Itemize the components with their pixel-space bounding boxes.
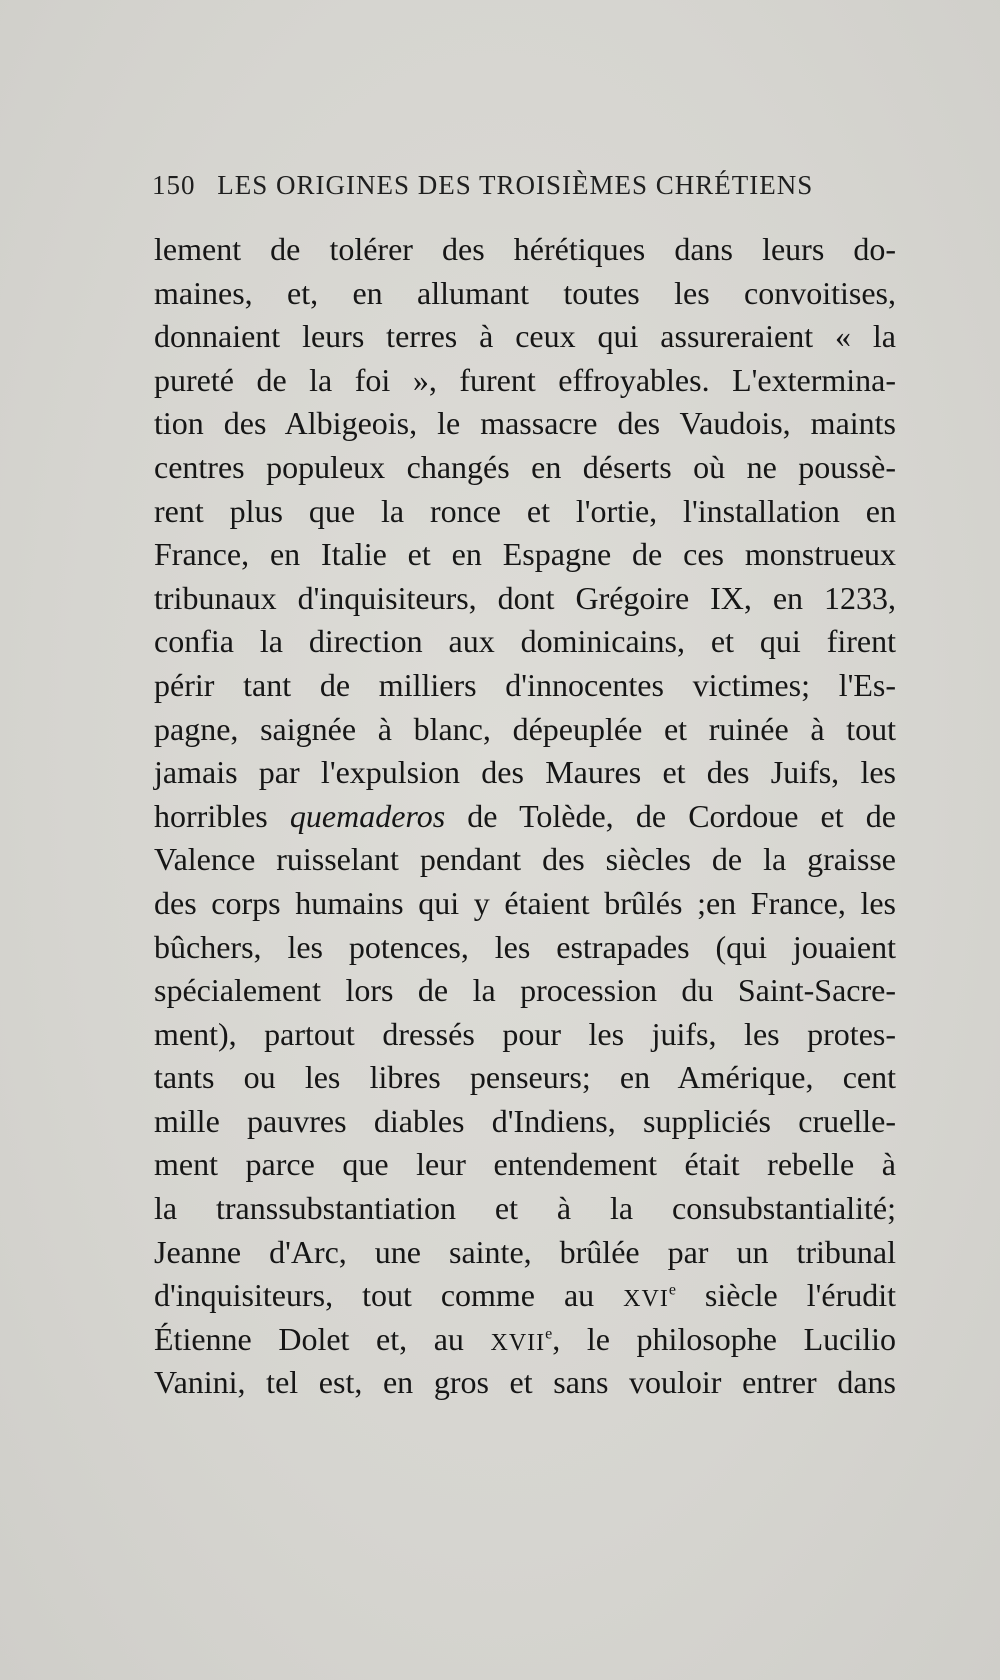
text-line: Vanini, tel est, en gros et sans vouloir entrer dans xyxy=(154,1364,896,1401)
century-numeral: XVI xyxy=(623,1286,669,1313)
page-number: 150 xyxy=(152,170,196,200)
running-head xyxy=(152,170,892,201)
body-text xyxy=(154,228,896,1405)
italic-term: quemaderos xyxy=(289,797,446,834)
text-line: périr tant de milliers d'innocentes victimes; l'Es- xyxy=(154,666,896,703)
text-line: mille pauvres diables d'Indiens, suppliciés cruelle- xyxy=(154,1102,896,1139)
text-segment: de Tolède, de Cordoue et de xyxy=(445,797,897,834)
text-segment: d'inquisiteurs, tout comme au xyxy=(154,1277,624,1314)
text-line: spécialement lors de la procession du Saint-Sacre- xyxy=(154,972,896,1009)
text-line: pagne, saignée à blanc, dépeuplée et ruinée à tout xyxy=(154,710,896,747)
text-line: lement de tolérer des hérétiques dans leurs do- xyxy=(154,231,896,267)
text-line: tribunaux d'inquisiteurs, dont Grégoire IX, en 1233, xyxy=(154,579,896,616)
text-line: bûchers, les potences, les estrapades (qui jouaient xyxy=(154,928,896,965)
text-line: Jeanne d'Arc, une sainte, brûlée par un tribunal xyxy=(154,1233,896,1270)
text-line: tants ou les libres penseurs; en Amérique, cent xyxy=(154,1059,896,1096)
text-line: maines, et, en allumant toutes les convoitises, xyxy=(154,274,896,311)
text-segment: siècle l'érudit xyxy=(675,1277,897,1314)
text-segment: , le philosophe Lucilio xyxy=(552,1320,896,1357)
text-line-with-italic xyxy=(154,795,896,839)
text-line: jamais par l'expulsion des Maures et des Juifs, les xyxy=(154,754,896,791)
text-line: Valence ruisselant pendant des siècles de la graisse xyxy=(154,841,896,878)
text-line: des corps humains qui y étaient brûlés ;en France, les xyxy=(154,884,896,921)
text-segment: horribles xyxy=(154,797,290,834)
century-numeral: XVII xyxy=(490,1329,546,1356)
text-line-with-century xyxy=(154,1274,896,1318)
text-line: France, en Italie et en Espagne de ces monstrueux xyxy=(154,536,896,573)
text-line: confia la direction aux dominicains, et qui firent xyxy=(154,623,896,660)
text-line: donnaient leurs terres à ceux qui assureraient « la xyxy=(154,318,896,355)
text-line: pureté de la foi », furent effroyables. L'extermina- xyxy=(154,361,896,398)
ordinal-superscript: e xyxy=(668,1281,676,1299)
text-line: rent plus que la ronce et l'ortie, l'installation en xyxy=(154,492,896,529)
text-line: la transsubstantiation et à la consubstantialité; xyxy=(154,1190,896,1227)
text-line: ment), partout dressés pour les juifs, les protes- xyxy=(154,1015,896,1052)
running-title: LES ORIGINES DES TROISIÈMES CHRÉTIENS xyxy=(217,170,814,200)
text-line: ment parce que leur entendement était rebelle à xyxy=(154,1146,896,1183)
text-line-with-century xyxy=(154,1318,896,1362)
text-line: tion des Albigeois, le massacre des Vaudois, maints xyxy=(154,405,896,442)
text-segment: Étienne Dolet et, au xyxy=(154,1320,491,1357)
ordinal-superscript: e xyxy=(545,1325,553,1343)
text-line: centres populeux changés en déserts où ne poussè- xyxy=(154,448,896,485)
